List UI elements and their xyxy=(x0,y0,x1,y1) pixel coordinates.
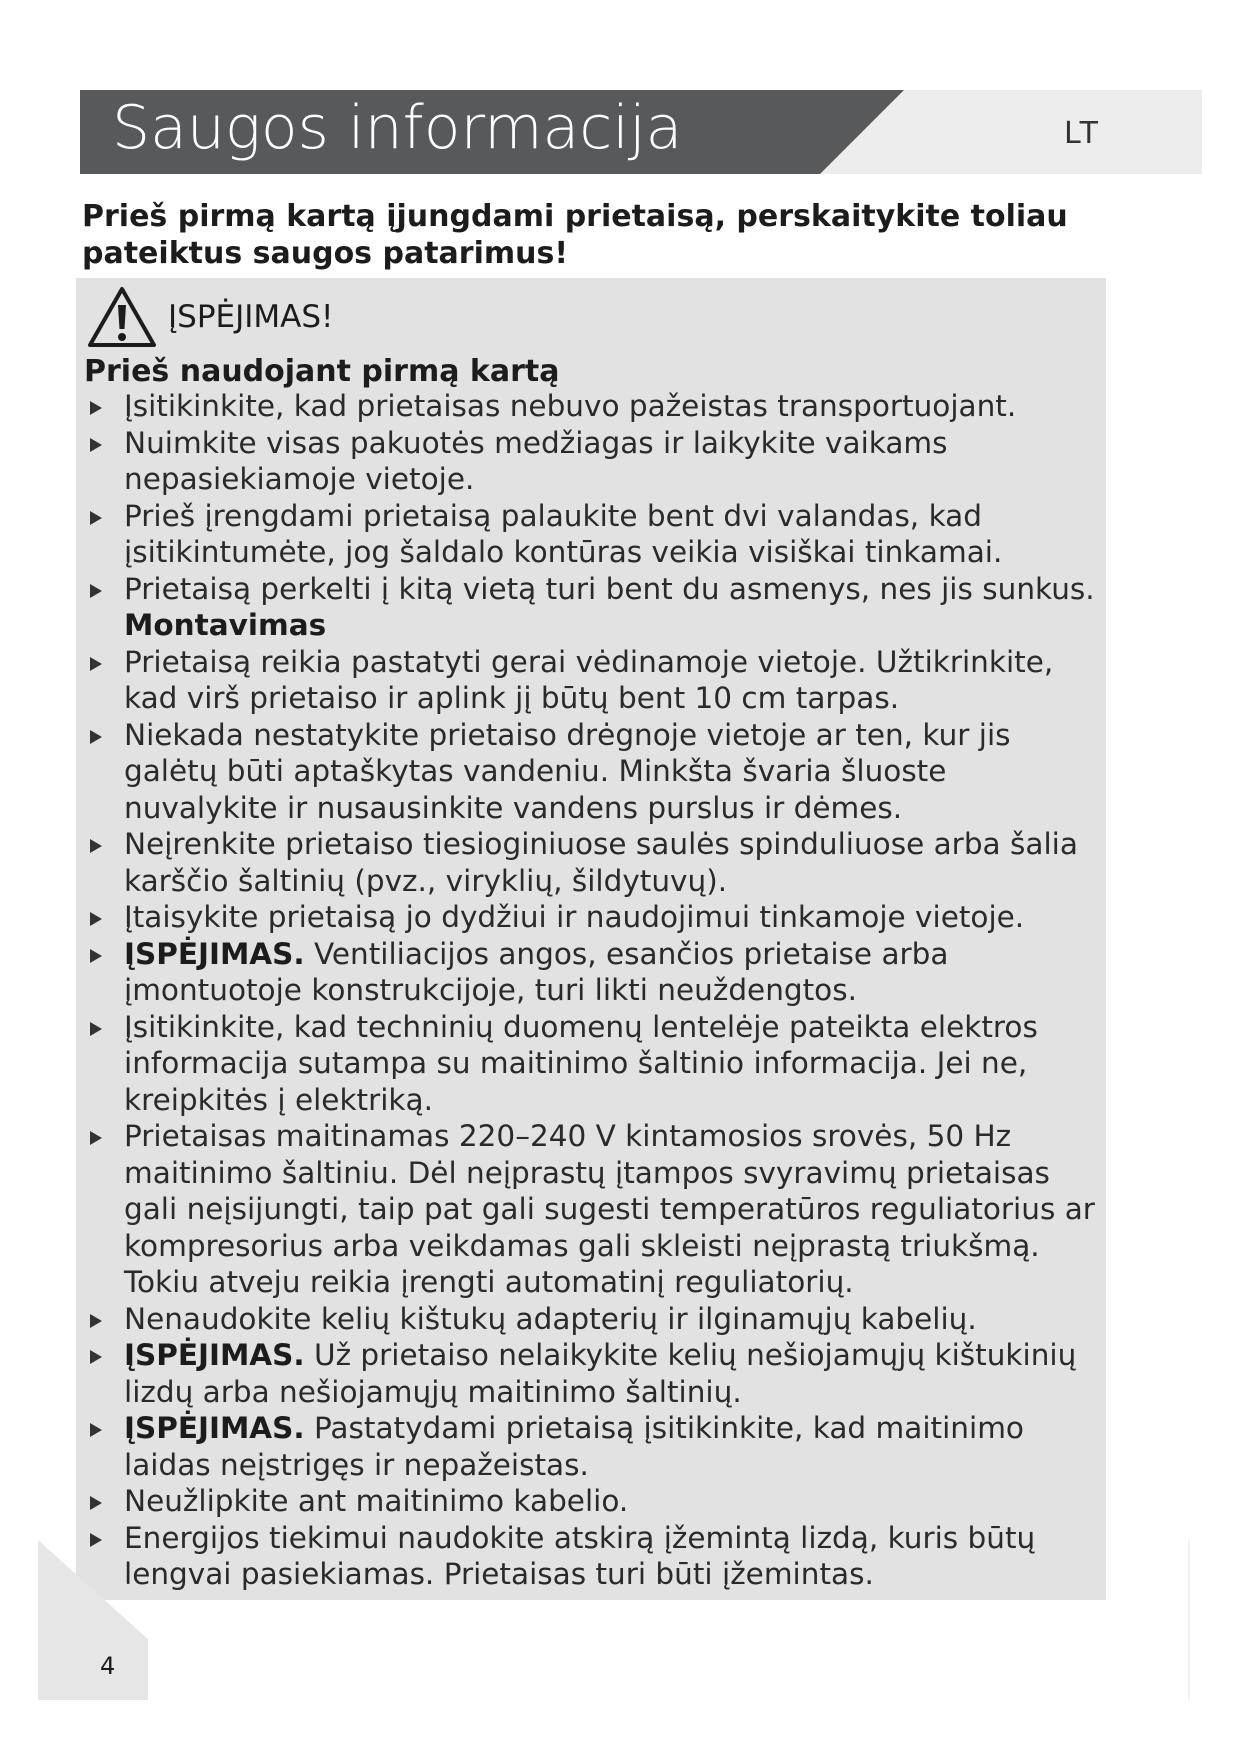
warning-label: ĮSPĖJIMAS. xyxy=(124,1338,305,1372)
list-item: Prietaisas maitinamas 220–240 V kintamosios srovės, 50 Hz maitinimo šaltiniu. Dėl neįprastų įtampos svyravimų prietaisas gali neįsijungti, taip pat gali sugesti temperatūros reguliatorius ar kompresorius arba veikdamas gali skleisti neįprastą triukšmą. Tokiu atveju reikia įrengti automatinį reguliatorių. xyxy=(76,1118,1106,1301)
warning-triangle-icon xyxy=(86,285,158,349)
warning-label: ĮSPĖJIMAS. xyxy=(124,936,305,971)
section-heading-first-use: Prieš naudojant pirmą kartą xyxy=(84,354,560,389)
page-edge xyxy=(0,80,38,1720)
section-heading-installation: Montavimas xyxy=(124,608,327,642)
list-item: Neužlipkite ant maitinimo kabelio. xyxy=(76,1483,1106,1520)
list-item: Energijos tiekimui naudokite atskirą įžemintą lizdą, kuris būtų lengvai pasiekiamas. Prietaisas turi būti įžemintas. xyxy=(76,1520,1106,1593)
list-item: Niekada nestatykite prietaiso drėgnoje vietoje ar ten, kur jis galėtų būti aptaškytas vandeniu. Minkšta švaria šluoste nuvalykite ir nusausinkite vandens purslus ir dėmes. xyxy=(76,717,1106,827)
list-item: Nenaudokite kelių kištukų adapterių ir ilginamųjų kabelių. xyxy=(76,1301,1106,1338)
warning-title: ĮSPĖJIMAS! xyxy=(168,299,334,335)
language-code: LT xyxy=(1064,116,1101,151)
list-item: Neįrenkite prietaiso tiesioginiuose saulės spinduliuose arba šalia karščio šaltinių (pvz., viryklių, šildytuvų). xyxy=(76,826,1106,899)
list-item: ĮSPĖJIMAS. Už prietaiso nelaikykite kelių nešiojamųjų kištukinių lizdų arba nešiojamųjų maitinimo šaltinių. xyxy=(76,1337,1106,1410)
list-item: Nuimkite visas pakuotės medžiagas ir laikykite vaikams nepasiekiamoje vietoje. xyxy=(76,425,1106,498)
list-item: Įtaisykite prietaisą jo dydžiui ir naudojimui tinkamoje vietoje. xyxy=(76,899,1106,936)
page-edge-right xyxy=(1188,1540,1190,1700)
safety-list xyxy=(76,388,1106,1593)
list-item: ĮSPĖJIMAS. Pastatydami prietaisą įsitikinkite, kad maitinimo laidas neįstrigęs ir nepažeistas. xyxy=(76,1410,1106,1483)
list-item: Prietaisą reikia pastatyti gerai vėdinamoje vietoje. Užtikrinkite, kad virš prietaiso ir aplink jį būtų bent 10 cm tarpas. xyxy=(76,644,1106,717)
list-item: Įsitikinkite, kad techninių duomenų lentelėje pateikta elektros informacija sutampa su maitinimo šaltinio informacija. Jei ne, kreipkitės į elektriką. xyxy=(76,1009,1106,1119)
page-title: Saugos informacija xyxy=(112,93,683,163)
list-item: Įsitikinkite, kad prietaisas nebuvo pažeistas transportuojant. xyxy=(76,388,1106,425)
list-item: ĮSPĖJIMAS. Ventiliacijos angos, esančios prietaise arba įmontuotoje konstrukcijoje, turi likti neuždengtos. xyxy=(76,936,1106,1009)
list-item: Prieš įrengdami prietaisą palaukite bent dvi valandas, kad įsitikintumėte, jog šaldalo kontūras veikia visiškai tinkamai. xyxy=(76,498,1106,571)
warning-header xyxy=(86,282,333,352)
intro-text: Prieš pirmą kartą įjungdami prietaisą, perskaitykite toliau pateiktus saugos patarimus! xyxy=(82,199,1068,271)
warning-box xyxy=(76,278,1106,1600)
page-number: 4 xyxy=(100,1652,116,1680)
list-item: Prietaisą perkelti į kitą vietą turi bent du asmenys, nes jis sunkus. xyxy=(76,571,1106,608)
warning-label: ĮSPĖJIMAS. xyxy=(124,1411,305,1445)
